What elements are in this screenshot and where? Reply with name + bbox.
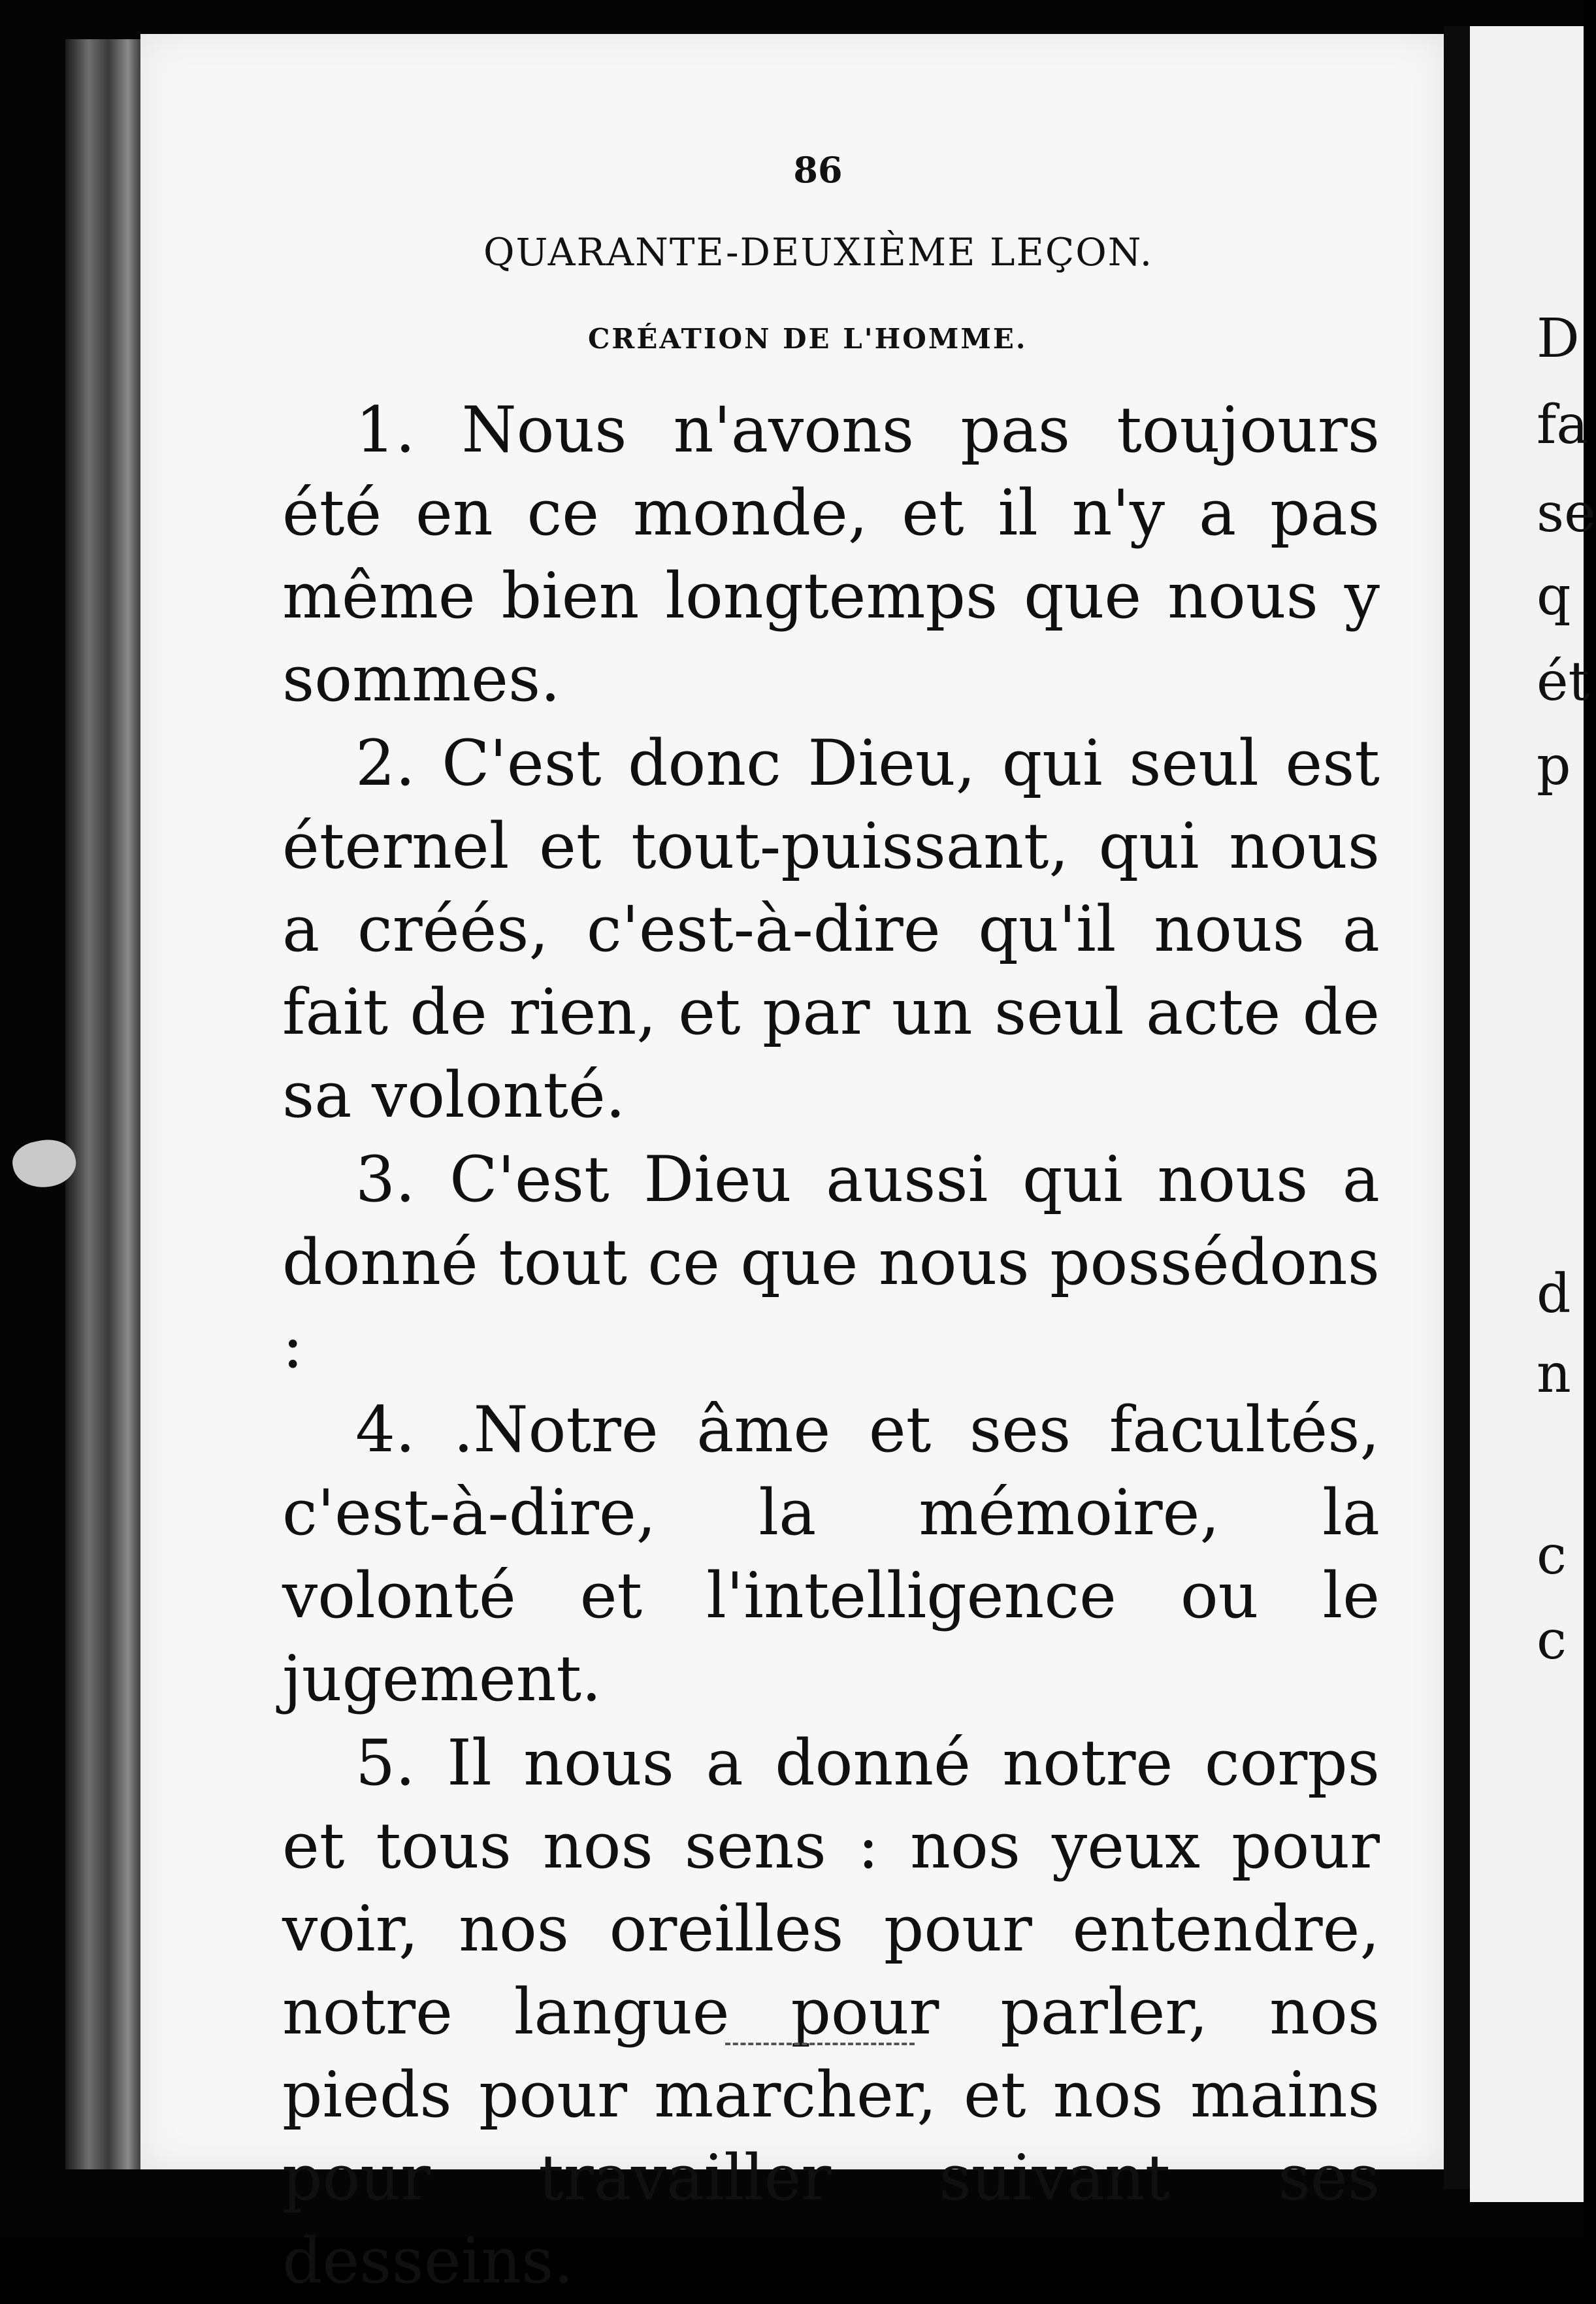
facing-page-fragment: fa bbox=[1537, 394, 1589, 456]
lesson-title: QUARANTE-DEUXIÈME LEÇON. bbox=[483, 230, 1154, 274]
facing-page-fragment: d bbox=[1537, 1263, 1571, 1325]
page-number: 86 bbox=[793, 149, 843, 191]
section-divider bbox=[725, 2043, 915, 2049]
facing-page-fragment: q bbox=[1537, 565, 1571, 627]
lesson-subtitle: CRÉATION DE L'HOMME. bbox=[588, 323, 1028, 355]
paragraph: 5. Il nous a donné notre corps et tous nos sens : nos yeux pour voir, nos oreilles pour entendre, notre langue pour parler, nos pieds pour marcher, et nos mains pour travailler suivant ses desseins. bbox=[282, 1726, 1380, 2297]
facing-page-fragment: p bbox=[1537, 735, 1571, 797]
facing-page-fragment: se bbox=[1537, 482, 1596, 544]
facing-page-fragment: ét bbox=[1537, 651, 1590, 713]
facing-page-fragment: D bbox=[1537, 308, 1580, 370]
paragraph: 2. C'est donc Dieu, qui seul est éternel et tout-puissant, qui nous a créés, c'est-à-dire qu'il nous a fait de rien, et par un seul acte de sa volonté. bbox=[282, 727, 1380, 1132]
facing-page-fragment: c bbox=[1537, 1609, 1567, 1671]
paragraph: 3. C'est Dieu aussi qui nous a donné tout ce que nous possédons : bbox=[282, 1143, 1380, 1382]
lesson-body bbox=[282, 389, 1380, 2304]
facing-page-fragment: c bbox=[1537, 1524, 1567, 1587]
paragraph: 4. .Notre âme et ses facultés, c'est-à-dire, la mémoire, la volonté et l'intelligence ou le jugement. bbox=[282, 1393, 1380, 1715]
book-page-edge bbox=[65, 39, 144, 2169]
facing-page-fragment: n bbox=[1537, 1343, 1571, 1405]
book-gutter bbox=[1444, 26, 1470, 2189]
paragraph: 1. Nous n'avons pas toujours été en ce monde, et il n'y a pas même bien longtemps que nous y sommes. bbox=[282, 393, 1380, 716]
